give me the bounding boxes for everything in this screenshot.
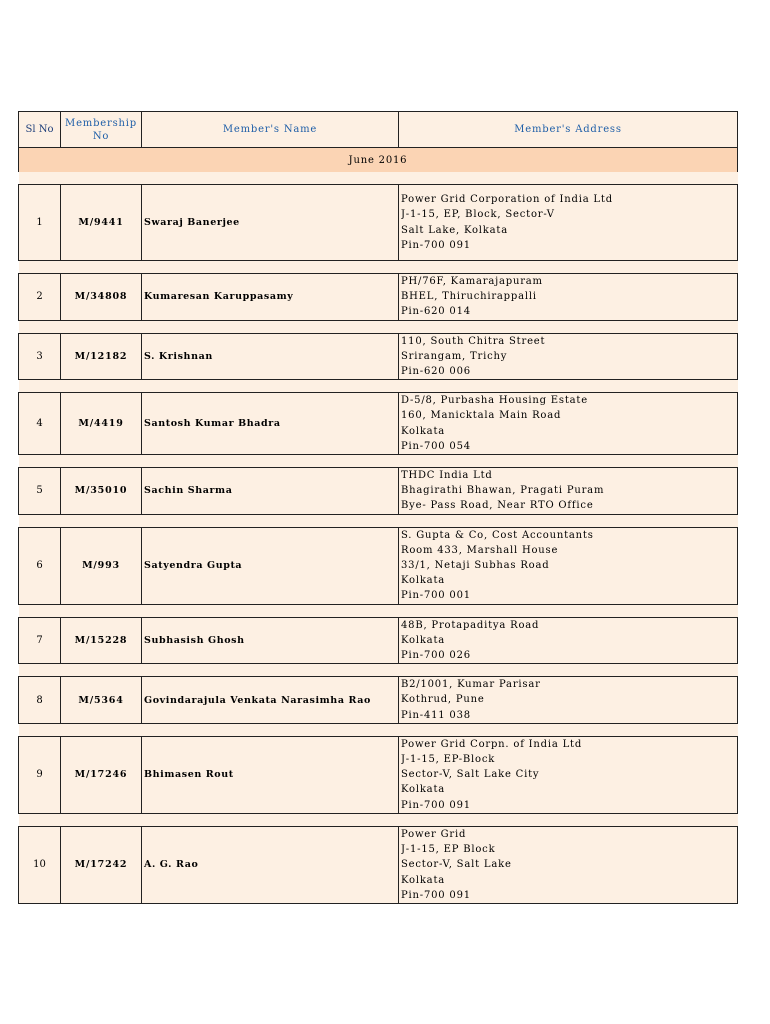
address-line: Kolkata	[401, 784, 446, 796]
row-spacer-cell	[19, 172, 738, 185]
member-address	[399, 185, 738, 261]
address-line: BHEL, Thiruchirappalli	[401, 291, 537, 303]
address-line: Kolkata	[401, 874, 446, 886]
row-spacer	[19, 664, 738, 677]
member-address	[399, 677, 738, 724]
section-row	[19, 148, 738, 173]
address-line: THDC India Ltd	[401, 470, 493, 482]
address-line: Pin-700 001	[401, 590, 471, 602]
member-name: Govindarajula Venkata Narasimha Rao	[142, 677, 399, 724]
address-line: Power Grid	[401, 828, 467, 840]
members-body	[19, 148, 738, 904]
address-line: Pin-620 014	[401, 306, 471, 318]
row-spacer-cell	[19, 380, 738, 393]
row-spacer	[19, 455, 738, 468]
address-line: S. Gupta & Co, Cost Accountants	[401, 529, 594, 541]
member-membership-no: M/12182	[61, 333, 142, 380]
address-line: Pin-620 006	[401, 366, 471, 378]
address-line: Power Grid Corpn. of India Ltd	[401, 738, 583, 750]
member-membership-no: M/15228	[61, 617, 142, 664]
row-spacer	[19, 813, 738, 826]
member-name: Kumaresan Karuppasamy	[142, 274, 399, 321]
address-line: Kolkata	[401, 425, 446, 437]
address-line: Kolkata	[401, 575, 446, 587]
member-name: Bhimasen Rout	[142, 736, 399, 813]
header-membership-no	[61, 112, 142, 148]
member-name: S. Krishnan	[142, 333, 399, 380]
address-line: 160, Manicktala Main Road	[401, 410, 562, 422]
member-address	[399, 826, 738, 903]
member-membership-no: M/5364	[61, 677, 142, 724]
address-line: J-1-15, EP-Block	[401, 754, 496, 766]
header-sl-no: Sl No	[19, 112, 61, 148]
member-sl-no: 8	[19, 677, 61, 724]
row-spacer-cell	[19, 320, 738, 333]
header-membership-line1: Membership	[65, 117, 137, 129]
row-spacer-cell	[19, 514, 738, 527]
row-spacer-cell	[19, 261, 738, 274]
member-row	[19, 736, 738, 813]
address-line: J-1-15, EP Block	[401, 844, 496, 856]
row-spacer-cell	[19, 813, 738, 826]
member-row	[19, 185, 738, 261]
member-name: A. G. Rao	[142, 826, 399, 903]
row-spacer-cell	[19, 604, 738, 617]
member-membership-no: M/35010	[61, 468, 142, 515]
member-membership-no: M/17242	[61, 826, 142, 903]
header-member-address: Member's Address	[399, 112, 738, 148]
member-membership-no: M/9441	[61, 185, 142, 261]
member-membership-no: M/34808	[61, 274, 142, 321]
member-sl-no: 5	[19, 468, 61, 515]
member-address	[399, 617, 738, 664]
member-name: Satyendra Gupta	[142, 527, 399, 604]
address-line: J-1-15, EP, Block, Sector-V	[401, 209, 555, 221]
member-address	[399, 333, 738, 380]
address-line: Pin-700 091	[401, 239, 471, 251]
row-spacer	[19, 261, 738, 274]
row-spacer	[19, 380, 738, 393]
member-membership-no: M/4419	[61, 393, 142, 455]
row-spacer	[19, 723, 738, 736]
member-row	[19, 527, 738, 604]
member-address	[399, 274, 738, 321]
member-membership-no: M/993	[61, 527, 142, 604]
member-address	[399, 468, 738, 515]
row-spacer	[19, 320, 738, 333]
address-line: Bye- Pass Road, Near RTO Office	[401, 500, 594, 512]
member-address	[399, 393, 738, 455]
header-membership-line2: No	[92, 130, 110, 142]
row-spacer-cell	[19, 455, 738, 468]
member-sl-no: 6	[19, 527, 61, 604]
address-line: Room 433, Marshall House	[401, 544, 559, 556]
address-line: Srirangam, Trichy	[401, 350, 508, 362]
member-row	[19, 333, 738, 380]
row-spacer-cell	[19, 664, 738, 677]
member-sl-no: 1	[19, 185, 61, 261]
address-line: Pin-700 091	[401, 889, 471, 901]
member-row	[19, 617, 738, 664]
section-month: June 2016	[19, 148, 738, 173]
member-row	[19, 677, 738, 724]
member-sl-no: 7	[19, 617, 61, 664]
row-spacer	[19, 514, 738, 527]
member-address	[399, 527, 738, 604]
address-line: 110, South Chitra Street	[401, 335, 546, 347]
address-line: Pin-700 054	[401, 440, 471, 452]
address-line: Pin-411 038	[401, 709, 471, 721]
header-member-name: Member's Name	[142, 112, 399, 148]
address-line: B2/1001, Kumar Parisar	[401, 679, 541, 691]
member-sl-no: 9	[19, 736, 61, 813]
member-address	[399, 736, 738, 813]
member-sl-no: 2	[19, 274, 61, 321]
address-line: Kothrud, Pune	[401, 694, 485, 706]
address-line: Kolkata	[401, 634, 446, 646]
address-line: D-5/8, Purbasha Housing Estate	[401, 395, 588, 407]
row-spacer	[19, 172, 738, 185]
member-name: Swaraj Banerjee	[142, 185, 399, 261]
member-membership-no: M/17246	[61, 736, 142, 813]
header-row	[19, 112, 738, 148]
address-line: Salt Lake, Kolkata	[401, 224, 508, 236]
row-spacer-cell	[19, 723, 738, 736]
address-line: Sector-V, Salt Lake	[401, 859, 512, 871]
member-row	[19, 826, 738, 903]
address-line: Bhagirathi Bhawan, Pragati Puram	[401, 485, 605, 497]
member-sl-no: 10	[19, 826, 61, 903]
members-sheet	[18, 111, 737, 904]
row-spacer	[19, 604, 738, 617]
address-line: Sector-V, Salt Lake City	[401, 769, 540, 781]
address-line: PH/76F, Kamarajapuram	[401, 276, 543, 287]
members-table	[18, 111, 738, 904]
member-name: Santosh Kumar Bhadra	[142, 393, 399, 455]
address-line: Pin-700 026	[401, 650, 471, 662]
address-line: Pin-700 091	[401, 799, 471, 811]
member-sl-no: 4	[19, 393, 61, 455]
member-name: Sachin Sharma	[142, 468, 399, 515]
member-name: Subhasish Ghosh	[142, 617, 399, 664]
member-sl-no: 3	[19, 333, 61, 380]
address-line: 33/1, Netaji Subhas Road	[401, 560, 550, 572]
member-row	[19, 274, 738, 321]
address-line: 48B, Protapaditya Road	[401, 619, 540, 631]
member-row	[19, 393, 738, 455]
member-row	[19, 468, 738, 515]
address-line: Power Grid Corporation of India Ltd	[401, 194, 613, 206]
